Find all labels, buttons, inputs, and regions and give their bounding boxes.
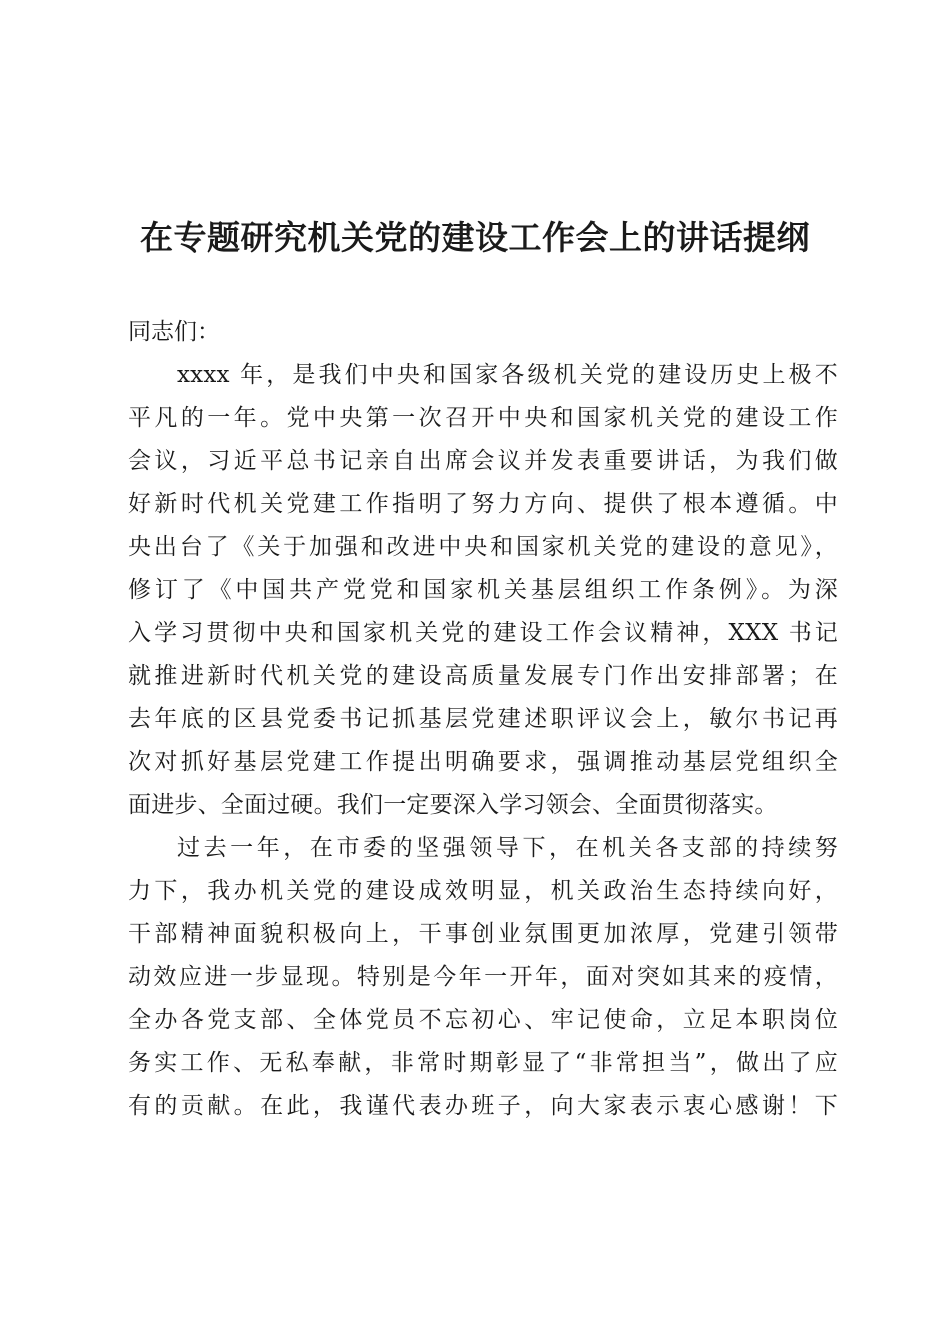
document-title: 在专题研究机关党的建设工作会上的讲话提纲 (140, 218, 810, 257)
paragraph-1-line-8: 就推进新时代机关党的建设高质量发展专门作出安排部署；在 (128, 663, 838, 689)
paragraph-1-line-11: 面进步、全面过硬。我们一定要深入学习领会、全面贯彻落实。 (128, 792, 778, 818)
paragraph-2-line-7: 有的贡献。在此，我谨代表办班子，向大家表示衷心感谢！下 (128, 1093, 838, 1119)
paragraph-2-line-5: 全办各党支部、全体党员不忘初心、牢记使命，立足本职岗位 (128, 1007, 838, 1033)
paragraph-2-line-1: 过去一年，在市委的坚强领导下，在机关各支部的持续努 (177, 835, 838, 861)
paragraph-1-line-1: xxxx 年，是我们中央和国家各级机关党的建设历史上极不 (177, 362, 838, 388)
paragraph-1-line-5: 央出台了《关于加强和改进中央和国家机关党的建设的意见》， (128, 534, 838, 560)
paragraph-1-line-6: 修订了《中国共产党党和国家机关基层组织工作条例》。为深 (128, 577, 838, 603)
paragraph-1-line-4: 好新时代机关党建工作指明了努力方向、提供了根本遵循。中 (128, 491, 838, 517)
salutation: 同志们： (128, 319, 220, 345)
paragraph-2-line-3: 干部精神面貌积极向上，干事创业氛围更加浓厚，党建引领带 (128, 921, 838, 947)
paragraph-1-line-3: 会议，习近平总书记亲自出席会议并发表重要讲话，为我们做 (128, 448, 838, 474)
paragraph-2-line-6: 务实工作、无私奉献，非常时期彰显了“非常担当”，做出了应 (128, 1050, 838, 1076)
paragraph-1-line-2: 平凡的一年。党中央第一次召开中央和国家机关党的建设工作 (128, 405, 838, 431)
paragraph-2-line-2: 力下，我办机关党的建设成效明显，机关政治生态持续向好， (128, 878, 838, 904)
paragraph-1-line-7: 入学习贯彻中央和国家机关党的建设工作会议精神，XXX 书记 (128, 620, 838, 646)
paragraph-1-line-9: 去年底的区县党委书记抓基层党建述职评议会上，敏尔书记再 (128, 706, 838, 732)
paragraph-1-line-10: 次对抓好基层党建工作提出明确要求，强调推动基层党组织全 (128, 749, 838, 775)
paragraph-2-line-4: 动效应进一步显现。特别是今年一开年，面对突如其来的疫情， (128, 964, 838, 990)
